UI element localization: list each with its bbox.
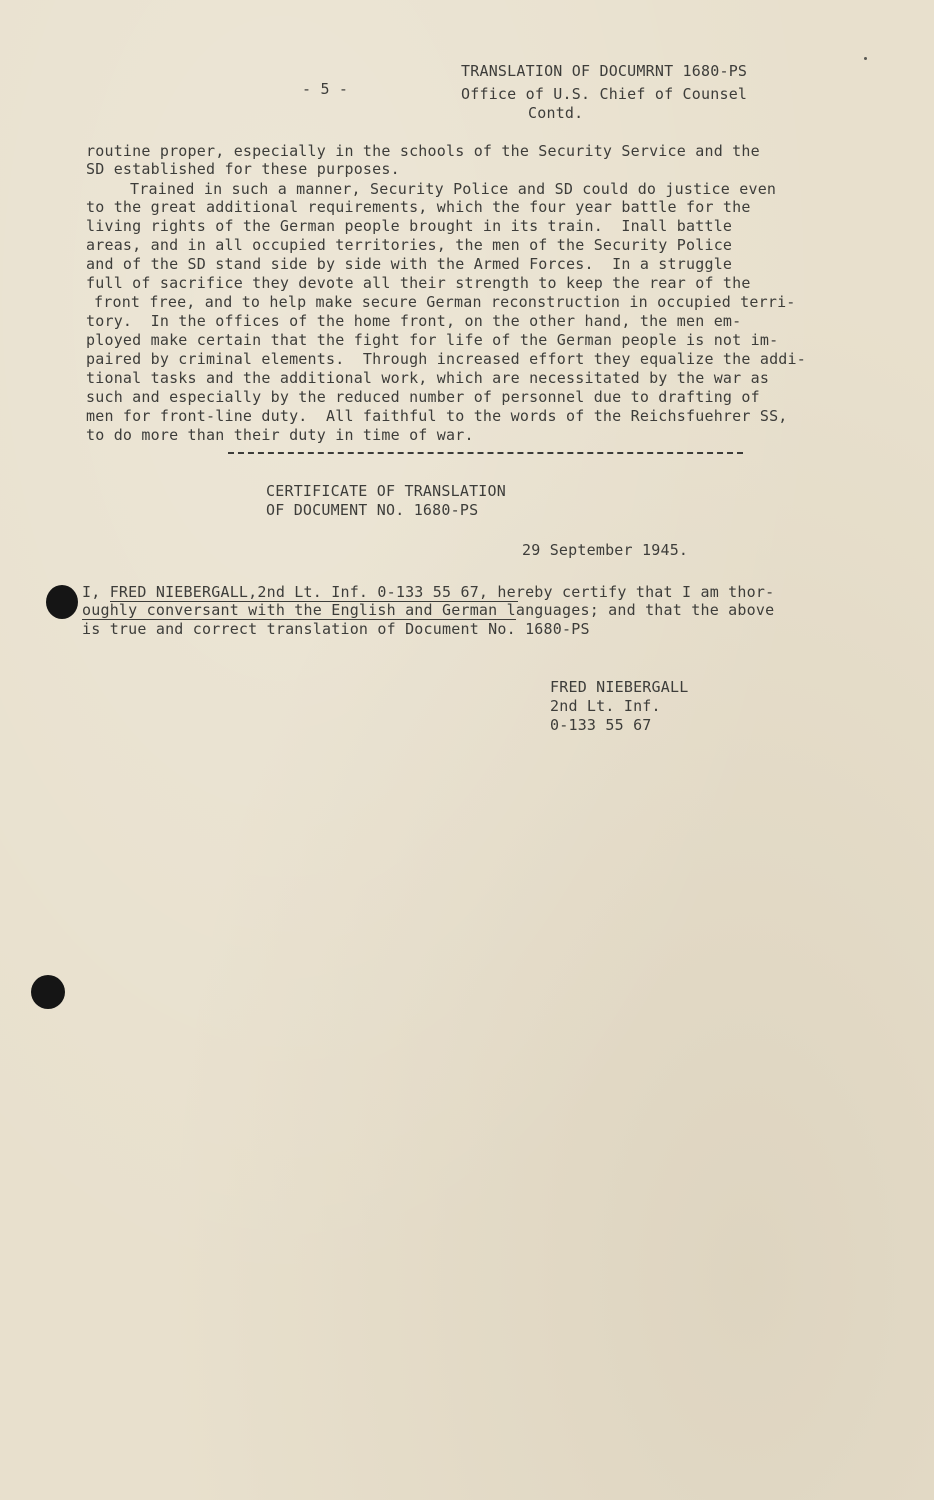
body-line: to the great additional requirements, which the four year battle for the: [86, 198, 751, 216]
punch-hole: [46, 585, 78, 619]
section-divider: [228, 452, 743, 454]
certificate-text: is true and correct translation of Document No. 1680-PS: [82, 620, 590, 638]
body-line: to do more than their duty in time of war.: [86, 426, 474, 444]
body-line: such and especially by the reduced number of personnel due to drafting of: [86, 388, 760, 406]
header-contd: Contd.: [528, 104, 584, 122]
paper-speck: [864, 57, 867, 60]
body-line: tory. In the offices of the home front, on the other hand, the men em-: [86, 312, 742, 330]
header-office: Office of U.S. Chief of Counsel: [461, 85, 748, 103]
certificate-text: oughly conversant with the English and German languages; and that the above: [82, 601, 775, 619]
signature-name: FRED NIEBERGALL: [550, 678, 689, 696]
page-number: - 5 -: [302, 80, 349, 98]
punch-hole: [31, 975, 65, 1009]
body-line: and of the SD stand side by side with the Armed Forces. In a struggle: [86, 255, 733, 273]
certificate-title: OF DOCUMENT NO. 1680-PS: [266, 501, 479, 519]
certificate-text: I, FRED NIEBERGALL,2nd Lt. Inf. 0-133 55 67, hereby certify that I am thor-: [82, 583, 775, 601]
body-line: Trained in such a manner, Security Police and SD could do justice even: [130, 180, 777, 198]
header-title: TRANSLATION OF DOCUMRNT 1680-PS: [461, 62, 748, 80]
body-line: paired by criminal elements. Through increased effort they equalize the addi-: [86, 350, 806, 368]
signature-serial: 0-133 55 67: [550, 716, 652, 734]
body-line: ployed make certain that the fight for life of the German people is not im-: [86, 331, 779, 349]
body-line: routine proper, especially in the schools of the Security Service and the: [86, 142, 760, 160]
certificate-date: 29 September 1945.: [522, 541, 689, 559]
body-line: full of sacrifice they devote all their strength to keep the rear of the: [86, 274, 751, 292]
body-line: SD established for these purposes.: [86, 160, 400, 178]
underline: [82, 619, 516, 620]
body-line: living rights of the German people brought in its train. Inall battle: [86, 217, 733, 235]
body-line: men for front-line duty. All faithful to the words of the Reichsfuehrer SS,: [86, 407, 788, 425]
body-line: areas, and in all occupied territories, the men of the Security Police: [86, 236, 733, 254]
body-line: front free, and to help make secure German reconstruction in occupied terri-: [94, 293, 796, 311]
signature-rank: 2nd Lt. Inf.: [550, 697, 661, 715]
certificate-title: CERTIFICATE OF TRANSLATION: [266, 482, 506, 500]
body-line: tional tasks and the additional work, which are necessitated by the war as: [86, 369, 770, 387]
underline: [110, 601, 518, 602]
